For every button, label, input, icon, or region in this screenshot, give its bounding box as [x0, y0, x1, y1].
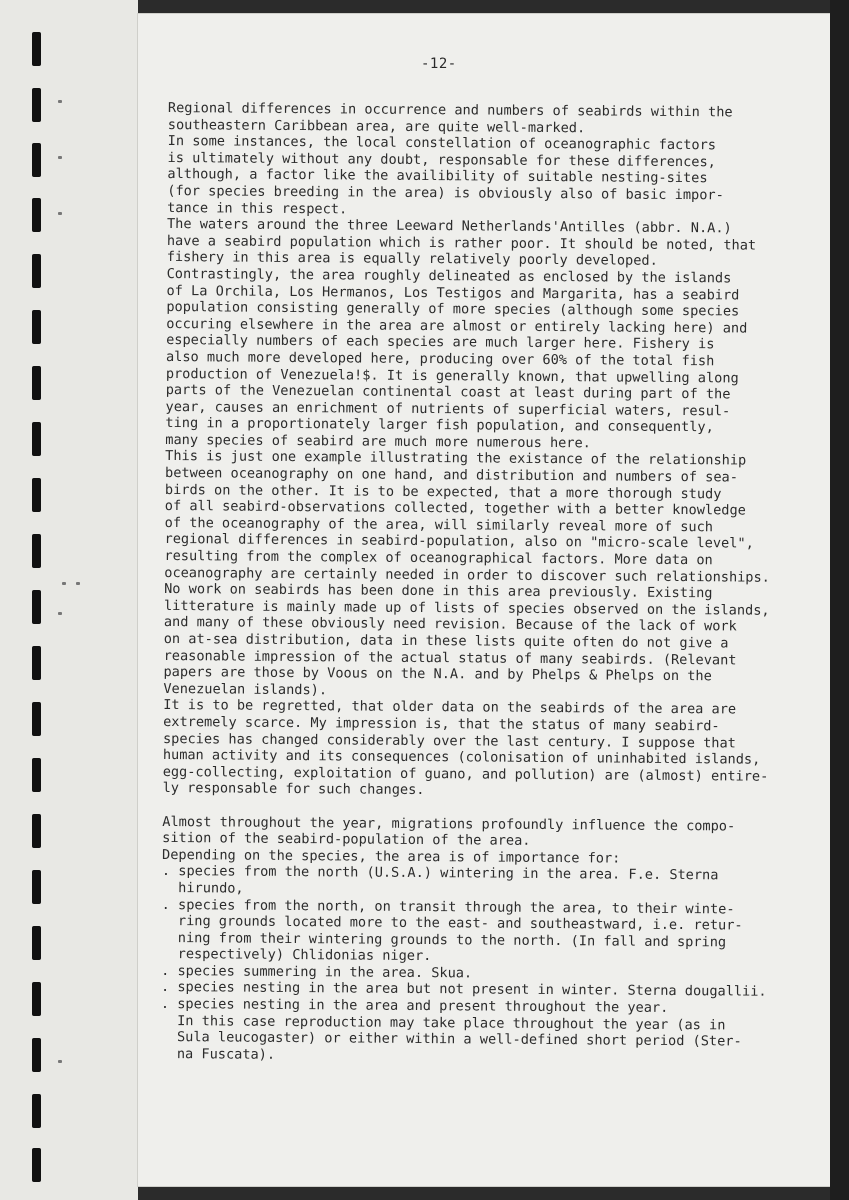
binding-margin — [0, 0, 138, 1200]
binding-hole — [32, 478, 41, 512]
text-line: regional differences in seabird-population, also on "micro-scale level", — [164, 531, 754, 553]
text-line: . species nesting in the area and present throughout the year. — [160, 996, 669, 1017]
text-line: ning from their wintering grounds to the north. (In fall and spring — [161, 929, 727, 951]
text-line: human activity and its consequences (colonisation of uninhabited islands, — [162, 747, 761, 768]
page-number: -12- — [421, 56, 457, 72]
binding-hole — [32, 366, 41, 400]
text-line: parts of the Venezuelan continental coast at least during part of the — [165, 382, 731, 403]
binding-hole — [32, 646, 41, 680]
text-line: of La Orchila, Los Hermanos, Los Testigos and Margarita, has a seabird — [166, 282, 740, 304]
binding-hole — [32, 1148, 41, 1182]
binding-hole — [32, 814, 41, 848]
text-line: na Fuscata). — [160, 1045, 276, 1063]
text-line: and many of these obviously need revision. Because of the lack of work — [163, 614, 737, 635]
text-line: production of Venezuela!$. It is generally known, that upwelling along — [165, 365, 739, 386]
binding-hole — [32, 702, 41, 736]
text-line: have a seabird population which is rather poor. It should be noted, that — [166, 232, 757, 254]
margin-speck — [58, 1060, 62, 1063]
text-line: reasonable impression of the actual status of many seabirds. (Relevant — [163, 647, 737, 669]
text-line: Regional differences in occurrence and numbers of seabirds within the — [167, 100, 733, 121]
text-line: Almost throughout the year, migrations profoundly influence the compo- — [162, 813, 736, 835]
text-line: . species nesting in the area but not present in winter. Sterna dougallii. — [160, 979, 767, 1001]
text-line: . species summering in the area. Skua. — [161, 962, 473, 982]
text-line: In this case reproduction may take place throughout the year (as in — [160, 1012, 726, 1034]
binding-hole — [32, 926, 41, 960]
binding-hole — [32, 310, 41, 344]
text-line: extremely scarce. My impression is, that the status of many seabird- — [163, 713, 720, 735]
text-line: sition of the seabird-population of the area. — [162, 830, 531, 849]
binding-hole — [32, 1094, 41, 1128]
binding-hole — [32, 198, 41, 232]
paragraphs-section-2 — [160, 814, 812, 1068]
text-line: Contrastingly, the area roughly delineated as enclosed by the islands — [166, 265, 732, 287]
text-line: It is to be regretted, that older data on the seabirds of the area are — [163, 697, 737, 718]
text-line: fishery in this area is equally relatively poorly developed. — [166, 249, 658, 270]
paragraphs-section-1 — [163, 100, 818, 802]
text-line: although, a factor like the availibility of suitable nesting-sites — [167, 166, 708, 187]
text-line: tance in this respect. — [167, 199, 348, 217]
text-line: papers are those by Voous on the N.A. and by Phelps & Phelps on the — [163, 664, 712, 685]
text-line: of all seabird-observations collected, together with a better knowledge — [164, 498, 746, 519]
margin-speck — [76, 582, 80, 585]
text-line: occuring elsewhere in the area are almost or entirely lacking here) and — [166, 315, 748, 337]
text-line: Venezuelan islands). — [163, 680, 328, 699]
text-line: oceanography are certainly needed in order to discover such relationships. — [164, 564, 770, 586]
binding-hole — [32, 32, 41, 66]
binding-hole — [32, 422, 41, 456]
text-line: especially numbers of each species are much larger here. Fishery is — [166, 332, 715, 353]
text-line: ly responsable for such changes. — [162, 780, 425, 799]
text-line: population consisting generally of more species (although some species — [166, 299, 740, 320]
text-line: southeastern Caribbean area, are quite well-marked. — [167, 116, 586, 136]
text-line: respectively) Chlidonias niger. — [161, 946, 432, 965]
text-line: on at-sea distribution, data in these lists quite often do not give a — [163, 630, 729, 652]
binding-hole — [32, 758, 41, 792]
binding-hole — [32, 1038, 41, 1072]
text-line: also much more developed here, producing over 60% of the total fish — [165, 348, 715, 370]
text-line: year, causes an enrichment of nutrients of superficial waters, resul- — [165, 398, 731, 420]
margin-speck — [58, 212, 62, 215]
text-line: Sula leucogaster) or either within a well-defined short period (Ster- — [160, 1029, 742, 1050]
binding-hole — [32, 88, 41, 122]
margin-speck — [58, 612, 62, 615]
text-line: between oceanography on one hand, and distribution and numbers of sea- — [165, 465, 739, 486]
text-line: of the oceanography of the area, will similarly reveal more of such — [164, 514, 714, 536]
margin-speck — [62, 582, 66, 585]
text-line: is ultimately without any doubt, responsable for these differences, — [167, 149, 716, 171]
typed-body-text — [160, 100, 818, 1068]
text-line: species has changed considerably over the last century. I suppose that — [162, 730, 736, 752]
text-line: The waters around the three Leeward Netherlands'Antilles (abbr. N.A.) — [166, 216, 732, 237]
binding-hole — [32, 143, 41, 177]
text-line: many species of seabird are much more numerous here. — [165, 431, 591, 452]
page-edge-shadow — [830, 0, 849, 1200]
text-line: birds on the other. It is to be expected, that a more thorough study — [164, 481, 722, 503]
binding-hole — [32, 870, 41, 904]
text-line: ring grounds located more to the east- and southeastward, i.e. retur- — [161, 913, 743, 934]
text-line: egg-collecting, exploitation of guano, and pollution) are (almost) entire- — [162, 763, 769, 785]
text-line: No work on seabirds has been done in this area previously. Existing — [164, 581, 713, 602]
text-line: . species from the north, on transit through the area, to their winte- — [161, 896, 735, 917]
binding-hole — [32, 534, 41, 568]
text-line: . species from the north (U.S.A.) wintering in the area. F.e. Sterna — [161, 863, 719, 884]
text-line: In some instances, the local constellation of oceanographic factors — [167, 133, 717, 154]
text-line: ting in a proportionately larger fish population, and consequently, — [165, 415, 714, 436]
text-line: litterature is mainly made up of lists of species observed on the islands, — [163, 597, 770, 619]
text-line: (for species breeding in the area) is obviously also of basic impor- — [167, 182, 724, 204]
binding-hole — [32, 254, 41, 288]
text-line: hirundo, — [161, 879, 244, 897]
binding-hole — [32, 590, 41, 624]
text-line: Depending on the species, the area is of importance for: — [162, 846, 621, 867]
text-line: resulting from the complex of oceanographical factors. More data on — [164, 548, 713, 569]
margin-speck — [58, 156, 62, 159]
binding-hole — [32, 982, 41, 1016]
text-line: This is just one example illustrating the existance of the relationship — [165, 448, 747, 470]
margin-speck — [58, 100, 62, 103]
